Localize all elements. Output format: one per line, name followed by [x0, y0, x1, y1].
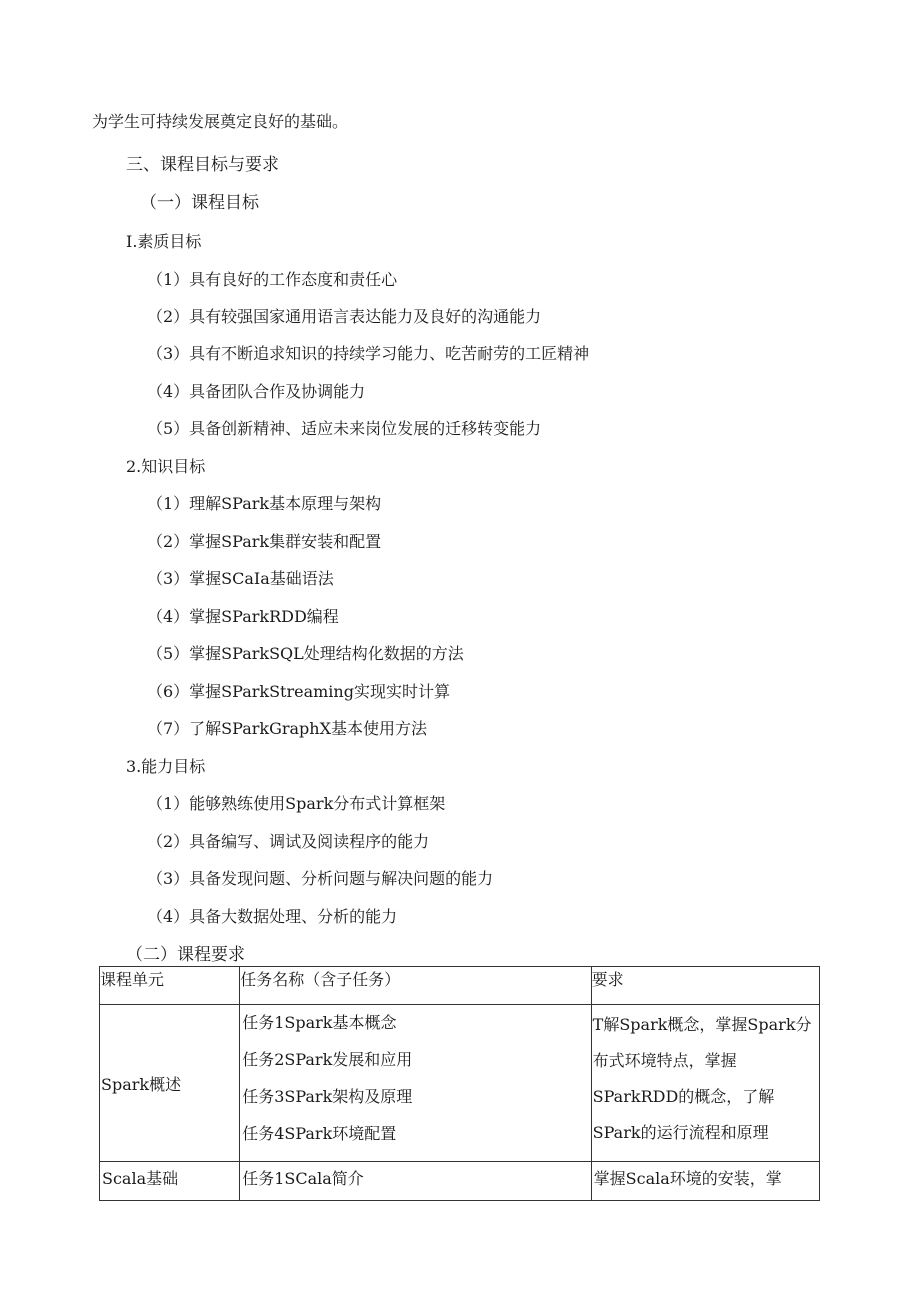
knowledge-goal-item: （5）掌握SParkSQL处理结构化数据的方法 [147, 644, 464, 663]
knowledge-goal-item: （1）理解SPark基本原理与架构 [147, 494, 382, 513]
header-cell-task: 任务名称（含子任务） [240, 967, 591, 1005]
requirement-cell: T解Spark概念，掌握Spark分布式环境特点，掌握SParkRDD的概念，了解SPark的运行流程和原理 [591, 1005, 819, 1162]
knowledge-goal-item: （6）掌握SParkStreaming实现实时计算 [147, 682, 450, 701]
table-header-row [100, 967, 820, 1005]
quality-goal-item: （3）具有不断追求知识的持续学习能力、吃苦耐劳的工匠精神 [147, 344, 590, 363]
header-cell-unit: 课程单元 [100, 967, 240, 1005]
quality-goals-heading: I.素质目标 [126, 232, 202, 251]
subsection-requirements-heading: （二）课程要求 [126, 945, 245, 965]
intro-line: 为学生可持续发展奠定良好的基础。 [92, 112, 349, 131]
knowledge-goal-item: （4）掌握SParkRDD编程 [147, 607, 339, 626]
section-title: 三、课程目标与要求 [126, 155, 279, 175]
ability-goals-heading: 3.能力目标 [126, 757, 206, 776]
unit-cell: Spark概述 [100, 1005, 240, 1162]
table-row [100, 1162, 820, 1201]
knowledge-goal-item: （7）了解SParkGraphX基本使用方法 [147, 719, 427, 738]
ability-goal-item: （4）具备大数据处理、分析的能力 [147, 907, 398, 926]
ability-goal-item: （1）能够熟练使用Spark分布式计算框架 [147, 794, 446, 813]
quality-goal-item: （2）具有较强国家通用语言表达能力及良好的沟通能力 [147, 307, 542, 326]
knowledge-goal-item: （2）掌握SPark集群安装和配置 [147, 532, 382, 551]
tasks-cell [240, 1005, 591, 1162]
unit-cell: Scala基础 [100, 1162, 240, 1201]
header-cell-requirement: 要求 [591, 967, 819, 1005]
subsection-goals-heading: （一）课程目标 [140, 193, 259, 213]
task-item: 任务4SPark环境配置 [242, 1124, 397, 1143]
table-row [100, 1005, 820, 1162]
requirement-cell: 掌握Scala环境的安装，掌 [591, 1162, 819, 1201]
task-item: 任务3SPark架构及原理 [242, 1087, 413, 1106]
requirements-table [99, 966, 820, 1201]
tasks-cell: 任务1SCala简介 [240, 1162, 591, 1201]
ability-goal-item: （3）具备发现问题、分析问题与解决问题的能力 [147, 869, 494, 888]
knowledge-goals-heading: 2.知识目标 [126, 457, 206, 476]
knowledge-goal-item: （3）掌握SCaIa基础语法 [147, 569, 334, 588]
quality-goal-item: （4）具备团队合作及协调能力 [147, 382, 366, 401]
task-item: 任务1Spark基本概念 [242, 1013, 397, 1032]
task-item: 任务2SPark发展和应用 [242, 1050, 413, 1069]
quality-goal-item: （1）具有良好的工作态度和责任心 [147, 270, 398, 289]
quality-goal-item: （5）具备创新精神、适应未来岗位发展的迁移转变能力 [147, 419, 542, 438]
ability-goal-item: （2）具备编写、调试及阅读程序的能力 [147, 832, 430, 851]
